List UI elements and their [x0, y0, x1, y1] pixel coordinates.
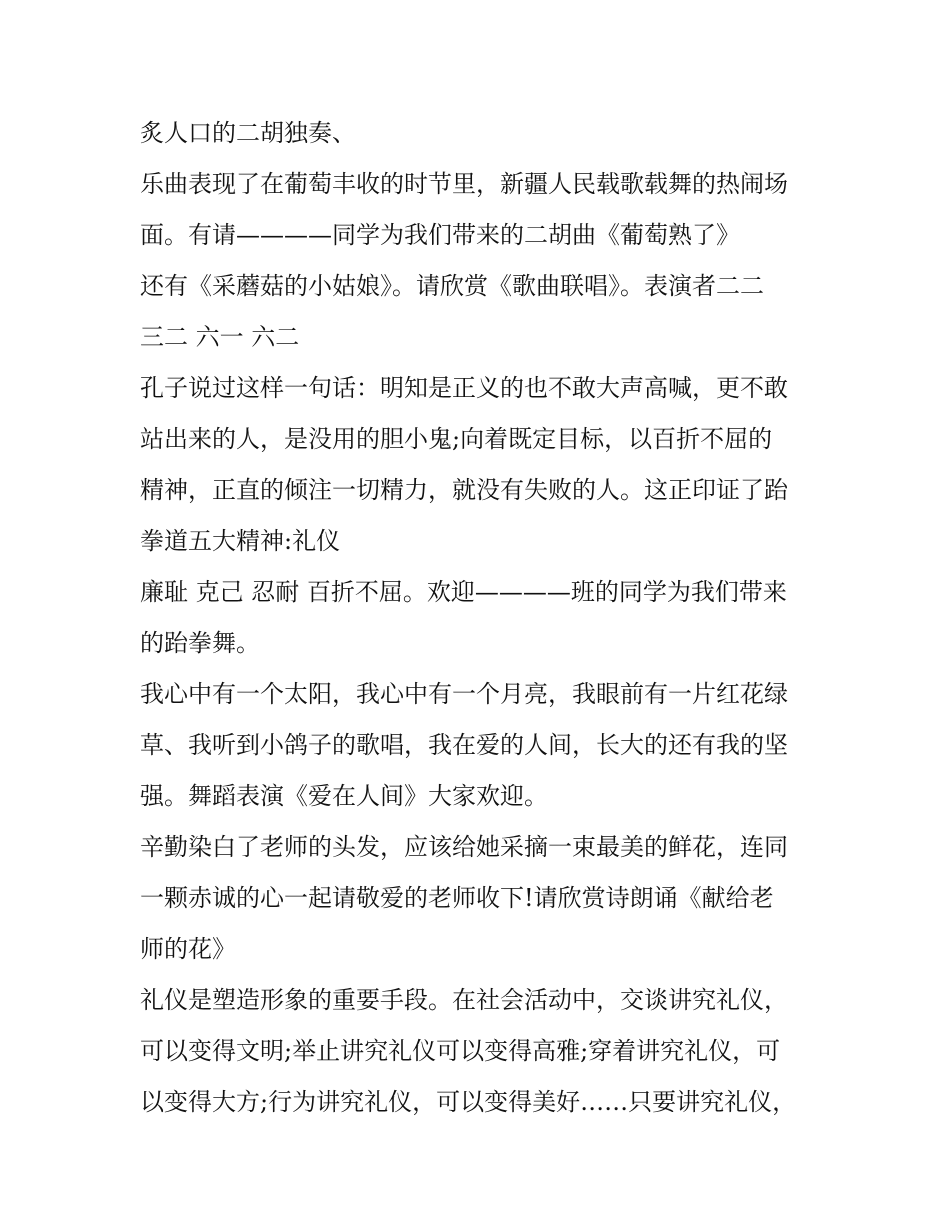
text-line: 乐曲表现了在葡萄丰收的时节里，新疆人民载歌载舞的热闹场	[140, 170, 788, 198]
text-line: 师的花》	[140, 935, 236, 963]
text-line: 还有《采蘑菇的小姑娘》。请欣赏《歌曲联唱》。表演者二二	[140, 272, 764, 300]
text-line: 拳道五大精神:礼仪	[140, 527, 341, 555]
text-line: 可以变得文明;举止讲究礼仪可以变得高雅;穿着讲究礼仪，可	[140, 1037, 781, 1065]
text-line: 礼仪是塑造形象的重要手段。在社会活动中，交谈讲究礼仪，	[140, 986, 788, 1014]
text-line: 草、我听到小鸽子的歌唱，我在爱的人间，长大的还有我的坚	[140, 731, 788, 759]
document-body	[140, 108, 820, 1128]
text-line: 廉耻 克己 忍耐 百折不屈。欢迎————班的同学为我们带来	[140, 578, 787, 606]
text-line: 一颗赤诚的心一起请敬爱的老师收下!请欣赏诗朗诵《献给老	[140, 884, 774, 912]
text-line: 站出来的人，是没用的胆小鬼;向着既定目标，以百折不屈的	[140, 425, 773, 453]
text-line: 强。舞蹈表演《爱在人间》大家欢迎。	[140, 782, 548, 810]
text-line: 孔子说过这样一句话：明知是正义的也不敢大声高喊，更不敢	[140, 374, 788, 402]
text-line: 精神，正直的倾注一切精力，就没有失败的人。这正印证了跆	[140, 476, 788, 504]
text-line: 三二 六一 六二	[140, 323, 300, 351]
text-line: 的跆拳舞。	[140, 629, 260, 657]
text-line: 面。有请————同学为我们带来的二胡曲《葡萄熟了》	[140, 221, 740, 249]
text-line: 炙人口的二胡独奏、	[140, 119, 356, 147]
text-line: 我心中有一个太阳，我心中有一个月亮，我眼前有一片红花绿	[140, 680, 788, 708]
text-line: 辛勤染白了老师的头发，应该给她采摘一束最美的鲜花，连同	[140, 833, 788, 861]
text-line: 以变得大方;行为讲究礼仪，可以变得美好……只要讲究礼仪，	[140, 1088, 797, 1116]
